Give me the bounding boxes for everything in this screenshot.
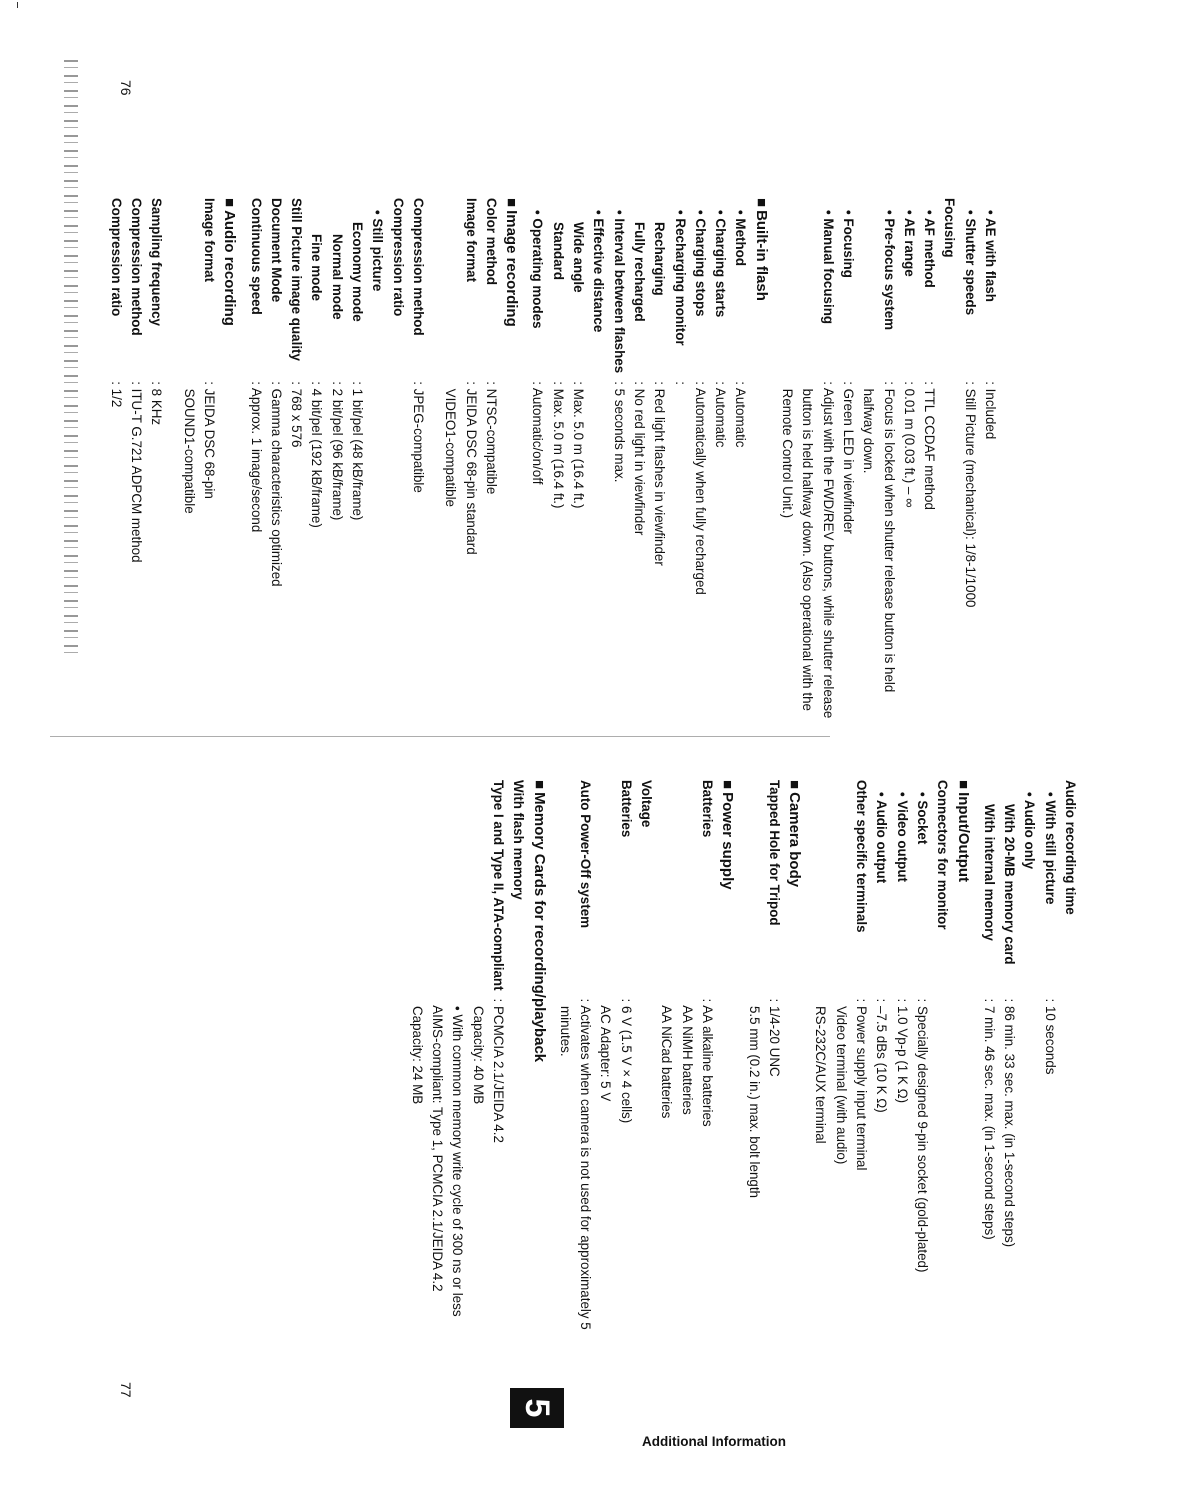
spec-row: Voltage	[639, 780, 655, 828]
spec-row: Other specific terminals : Power supply input terminal Video terminal (with audio) RS-232C/AUX terminal	[813, 780, 870, 1171]
spec-row: Compression ratio : 1/2	[108, 198, 124, 408]
spec-row: Image format : JEIDA DSC 68-pin SOUND1-compatible	[181, 198, 218, 514]
spec-row: Fine mode : 4 bit/pel (192 kB/frame)	[309, 234, 325, 528]
rule	[17, 2, 18, 8]
spec-row: • Charging stops : Automatically when fully recharged	[692, 210, 708, 595]
spec-row: • Effective distance	[591, 210, 607, 333]
chapter-label: Additional Information	[642, 1434, 786, 1449]
spec-row: • Focusing : Green LED in viewfinder	[840, 210, 856, 534]
page-77	[0, 742, 1190, 1485]
page-number: 77	[118, 1382, 134, 1398]
section-heading: ■ Input/Output	[952, 780, 978, 1330]
spec-row: Batteries : 6 V (1.5 V × 4 cells) AC Adapter: 5 V	[598, 780, 634, 1124]
spec-row: Economy mode : 1 bit/pel (48 kB/frame)	[350, 222, 366, 521]
spec-row: • Video output : 1.0 Vp-p (1 K Ω)	[894, 792, 910, 1104]
spec-row: Fully recharged : No red light in viewfinder	[631, 222, 647, 536]
section-heading: ■ Built-in flash	[750, 198, 776, 718]
spec-row: Audio recording time	[1063, 780, 1078, 915]
spec-row: Compression method : JPEG-compatible	[410, 198, 426, 493]
spec-row: • Method : Automatic	[733, 210, 749, 448]
spacer	[428, 198, 440, 718]
spec-row: With flash memory	[511, 780, 527, 900]
spec-row: • Audio output : –7.5 dBs (10 K Ω)	[874, 792, 890, 1113]
spec-row: • Socket : Specially designed 9-pin socket (gold-plated)	[914, 792, 930, 1273]
gutter-line	[50, 736, 830, 737]
page-number: 76	[118, 80, 134, 96]
spec-row: Batteries : AA alkaline batteries AA NiMH batteries AA NiCad batteries	[659, 780, 715, 1127]
spec-row: Normal mode : 2 bit/pel (96 kB/frame)	[329, 234, 345, 521]
spec-row: Compression ratio	[390, 198, 406, 317]
spec-row: Connectors for monitor	[935, 780, 951, 930]
section-heading: ■ Camera body	[784, 780, 810, 1330]
spec-row: Standard : Max. 5.0 m (16.4 ft.)	[550, 222, 566, 509]
spec-row: Still Picture image quality : 768 x 576	[289, 198, 305, 448]
spec-row: • Operating modes : Automatic/on/off	[530, 210, 546, 485]
spec-list-right	[407, 780, 1081, 1330]
section-heading: ■ Power supply	[717, 780, 743, 1330]
spec-row: • AE range : 0.01 m (0.03 ft.) – ∞	[901, 210, 917, 508]
spec-row: • Charging starts : Automatic	[713, 210, 729, 448]
spec-row: Auto Power-Off system : Activates when camera is not used for approximately 5 minutes.	[557, 780, 594, 1330]
spec-row: • Audio only	[1022, 792, 1038, 870]
scan-edge-noise	[64, 60, 78, 660]
spec-row: • AF method : TTL CCDAF method	[922, 210, 938, 510]
spec-row: Type I and Type II, ATA-compliant : PCMCIA 2.1/JEIDA 4.2 Capacity: 40 MB • With common memory write cycle of 300 ns or less AIMS-compliant: Type 1, PCMCIA 2.1/JEIDA 4.2 Capacity: 24 MB	[409, 780, 506, 1317]
spec-row: • Pre-focus system : Focus is locked when shutter release button is held halfway down.	[861, 210, 897, 693]
spec-row: Focusing	[942, 198, 958, 258]
spec-row: Tapped Hole for Tripod : 1/4-20 UNC 5.5 mm (0.2 in.) max. bolt length	[746, 780, 782, 1199]
chapter-number-tab: 5	[510, 1388, 564, 1428]
spec-row: • With still picture : 10 seconds	[1042, 792, 1058, 1075]
spec-row: Recharging : Red light flashes in viewfinder	[652, 222, 668, 566]
spec-row: Document Mode : Gamma characteristics optimized	[268, 198, 284, 587]
spec-row: Image format : JEIDA DSC 68-pin standard VIDEO1-compatible	[443, 198, 479, 555]
page-76	[0, 0, 1190, 742]
spacer	[166, 198, 178, 718]
spec-row: • Interval between flashes : 5 seconds max.	[611, 210, 627, 483]
section-heading: ■ Audio recording	[219, 198, 245, 718]
spec-row: Compression method : ITU-T G.721 ADPCM method	[129, 198, 145, 563]
spec-row: • Manual focusing : Adjust with the FWD/REV buttons, while shutter release button is held halfway down. (Also operational with the Remote Control Unit.)	[780, 210, 836, 719]
spec-row: • Recharging monitor :	[672, 210, 688, 385]
spec-row: • Still picture	[370, 210, 386, 292]
spec-row: Sampling frequency : 8 KHz	[149, 198, 165, 426]
spec-row: Continuous speed : Approx. 1 image/second	[248, 198, 264, 533]
spec-list-left	[106, 198, 1000, 718]
spec-row: Color method : NTSC-compatible	[483, 198, 499, 495]
spec-row: With 20-MB memory card : 86 min. 33 sec. max. (in 1-second steps)	[1002, 804, 1018, 1248]
spec-row: With internal memory : 7 min. 46 sec. max. (in 1-second steps)	[981, 804, 997, 1240]
spec-row: • Shutter speeds : Still Picture (mechanical): 1/8-1/1000	[962, 210, 978, 608]
section-heading: ■ Memory Cards for recording/playback	[528, 780, 554, 1330]
spec-row: Wide angle : Max. 5.0 m (16.4 ft.)	[571, 222, 587, 509]
section-heading: ■ Image recording	[501, 198, 527, 718]
spec-row: • AE with flash : Included	[983, 210, 998, 440]
